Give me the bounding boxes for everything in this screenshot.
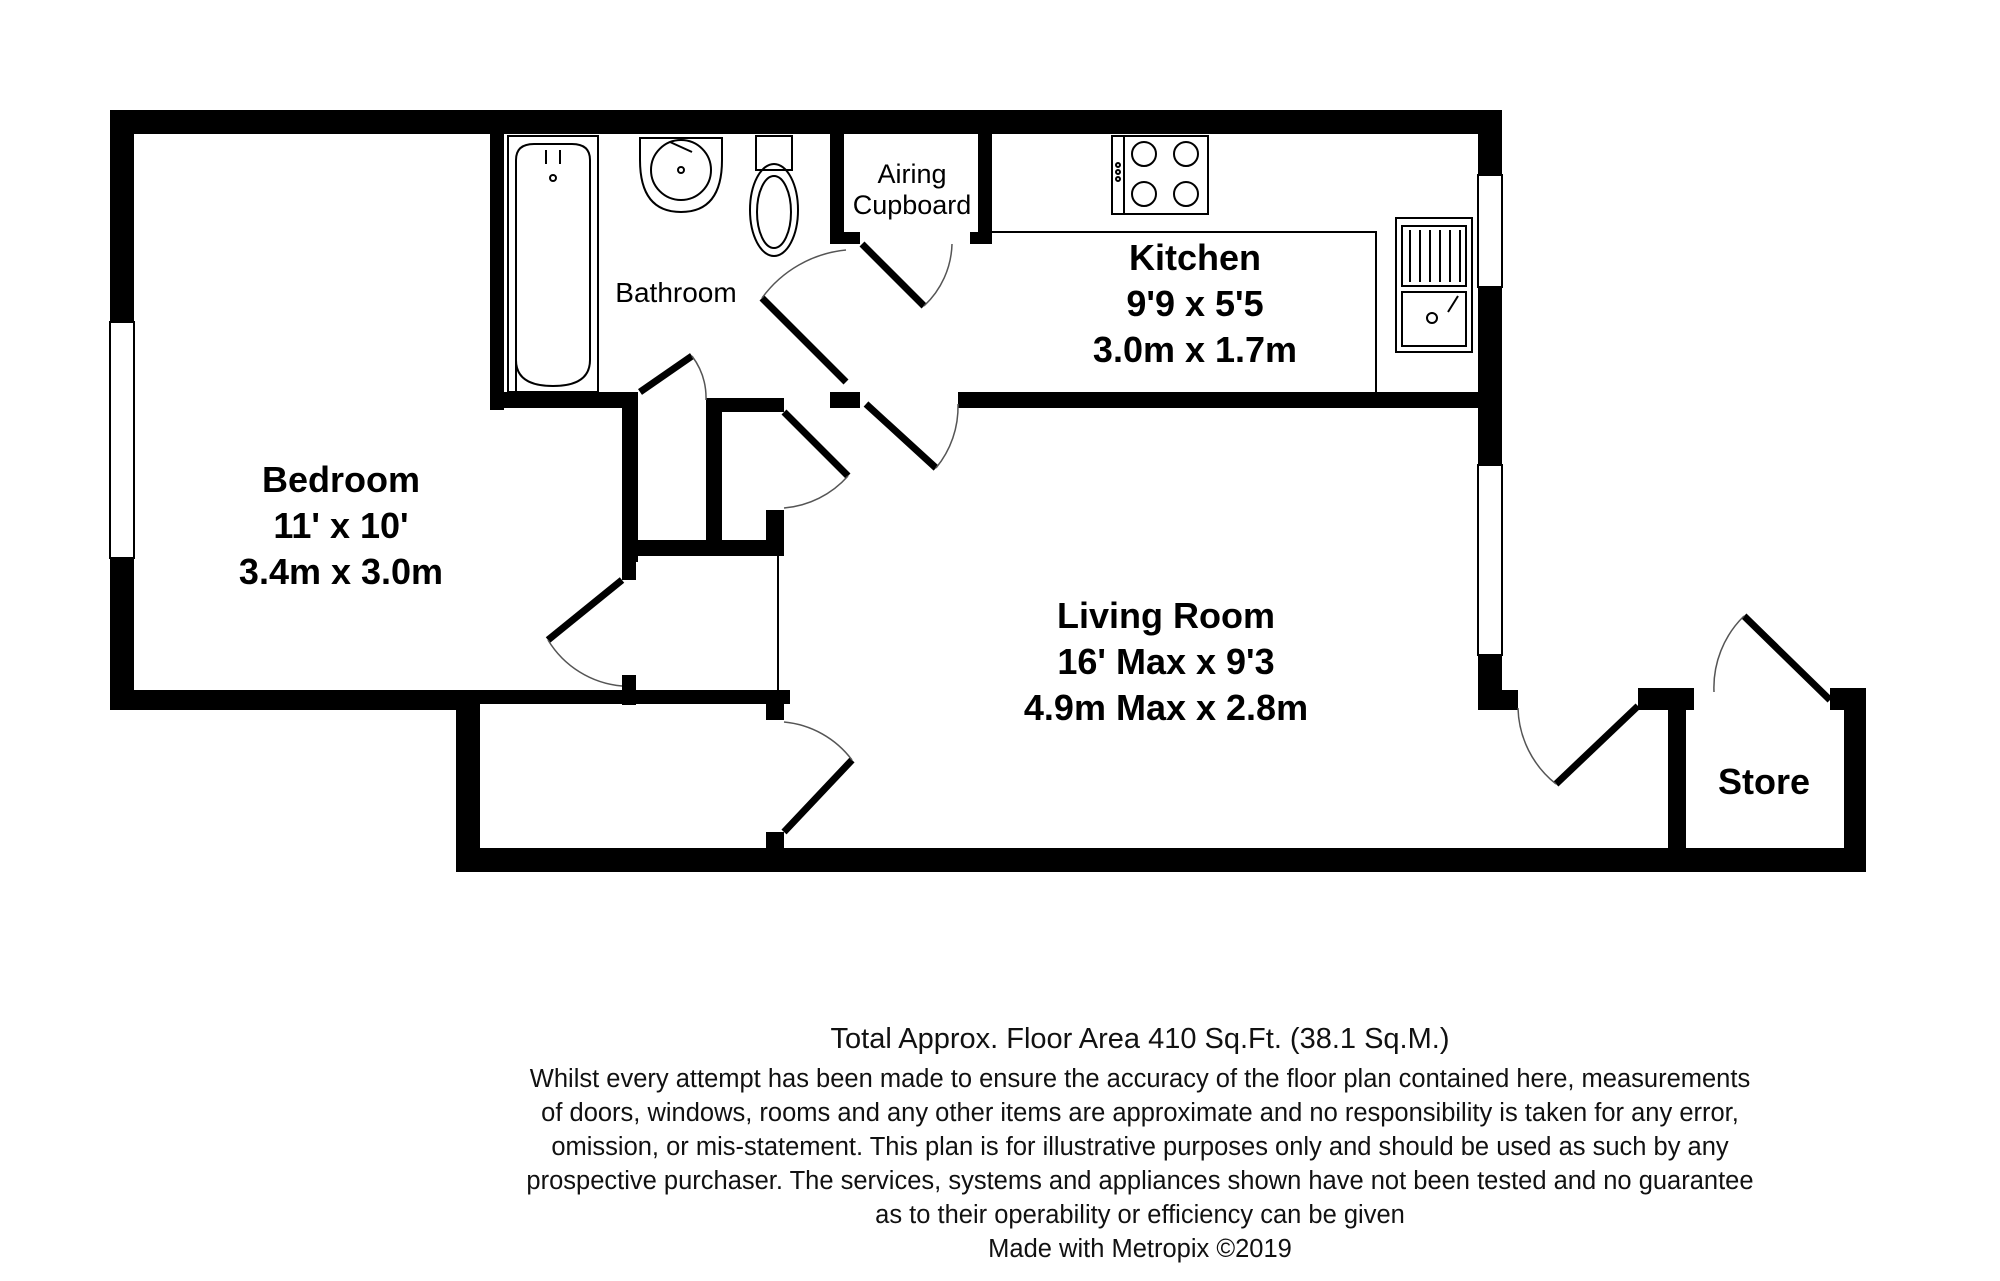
airing-line1: Airing (877, 159, 947, 189)
kitchen-door (866, 404, 936, 468)
disclaimer-line-5: as to their operability or efficiency can be given (875, 1201, 1405, 1229)
bedroom-name: Bedroom (261, 459, 421, 500)
living-name: Living Room (1057, 595, 1275, 636)
living-metric: 4.9m Max x 2.8m (1023, 687, 1309, 728)
bathroom-door (762, 298, 846, 382)
airing-cupboard-door (862, 244, 924, 306)
made-with-credit: Made with Metropix ©2019 (988, 1235, 1292, 1263)
closet-door (640, 356, 692, 392)
basin-icon (640, 138, 722, 212)
room-label-airing (853, 159, 972, 220)
kitchen-imperial: 9'9 x 5'5 (1126, 283, 1264, 324)
bedroom-window (110, 322, 134, 558)
kitchen-name: Kitchen (1128, 237, 1262, 278)
bath-icon (508, 136, 598, 392)
toilet-icon (750, 136, 798, 256)
disclaimer-line-2: of doors, windows, rooms and any other items are approximate and no responsibility is taken for any error, (541, 1099, 1739, 1127)
bedroom-imperial: 11' x 10' (273, 505, 409, 546)
store-name: Store (1717, 761, 1811, 802)
disclaimer-line-4: prospective purchaser. The services, systems and appliances shown have not been tested and no guarantee (526, 1167, 1754, 1195)
inner-cupboard-door (784, 412, 848, 476)
disclaimer-line-1: Whilst every attempt has been made to ensure the accuracy of the floor plan contained here, measurements (529, 1065, 1751, 1093)
kitchen-window (1478, 175, 1502, 287)
living-window (1478, 465, 1502, 655)
store-door (1744, 616, 1830, 700)
kitchen-metric: 3.0m x 1.7m (1092, 329, 1298, 370)
disclaimer-line-3: omission, or mis-statement. This plan is for illustrative purposes only and should be used as such by any (551, 1133, 1729, 1161)
bedroom-metric: 3.4m x 3.0m (238, 551, 444, 592)
total-floor-area: Total Approx. Floor Area 410 Sq.Ft. (38.1 Sq.M.) (830, 1023, 1450, 1055)
airing-line2: Cupboard (852, 190, 972, 220)
room-label-kitchen (1093, 237, 1297, 370)
bathroom-name: Bathroom (615, 277, 737, 308)
interior-walls (490, 110, 1502, 852)
footer (400, 1022, 1880, 1266)
bedroom-door (548, 580, 622, 640)
hob-icon (1112, 136, 1208, 214)
room-label-bedroom (239, 459, 443, 592)
front-door (784, 760, 852, 832)
room-label-living (1024, 595, 1308, 728)
living-imperial: 16' Max x 9'3 (1057, 641, 1275, 682)
sink-icon (1396, 218, 1472, 352)
living-exterior-door (1556, 706, 1638, 784)
